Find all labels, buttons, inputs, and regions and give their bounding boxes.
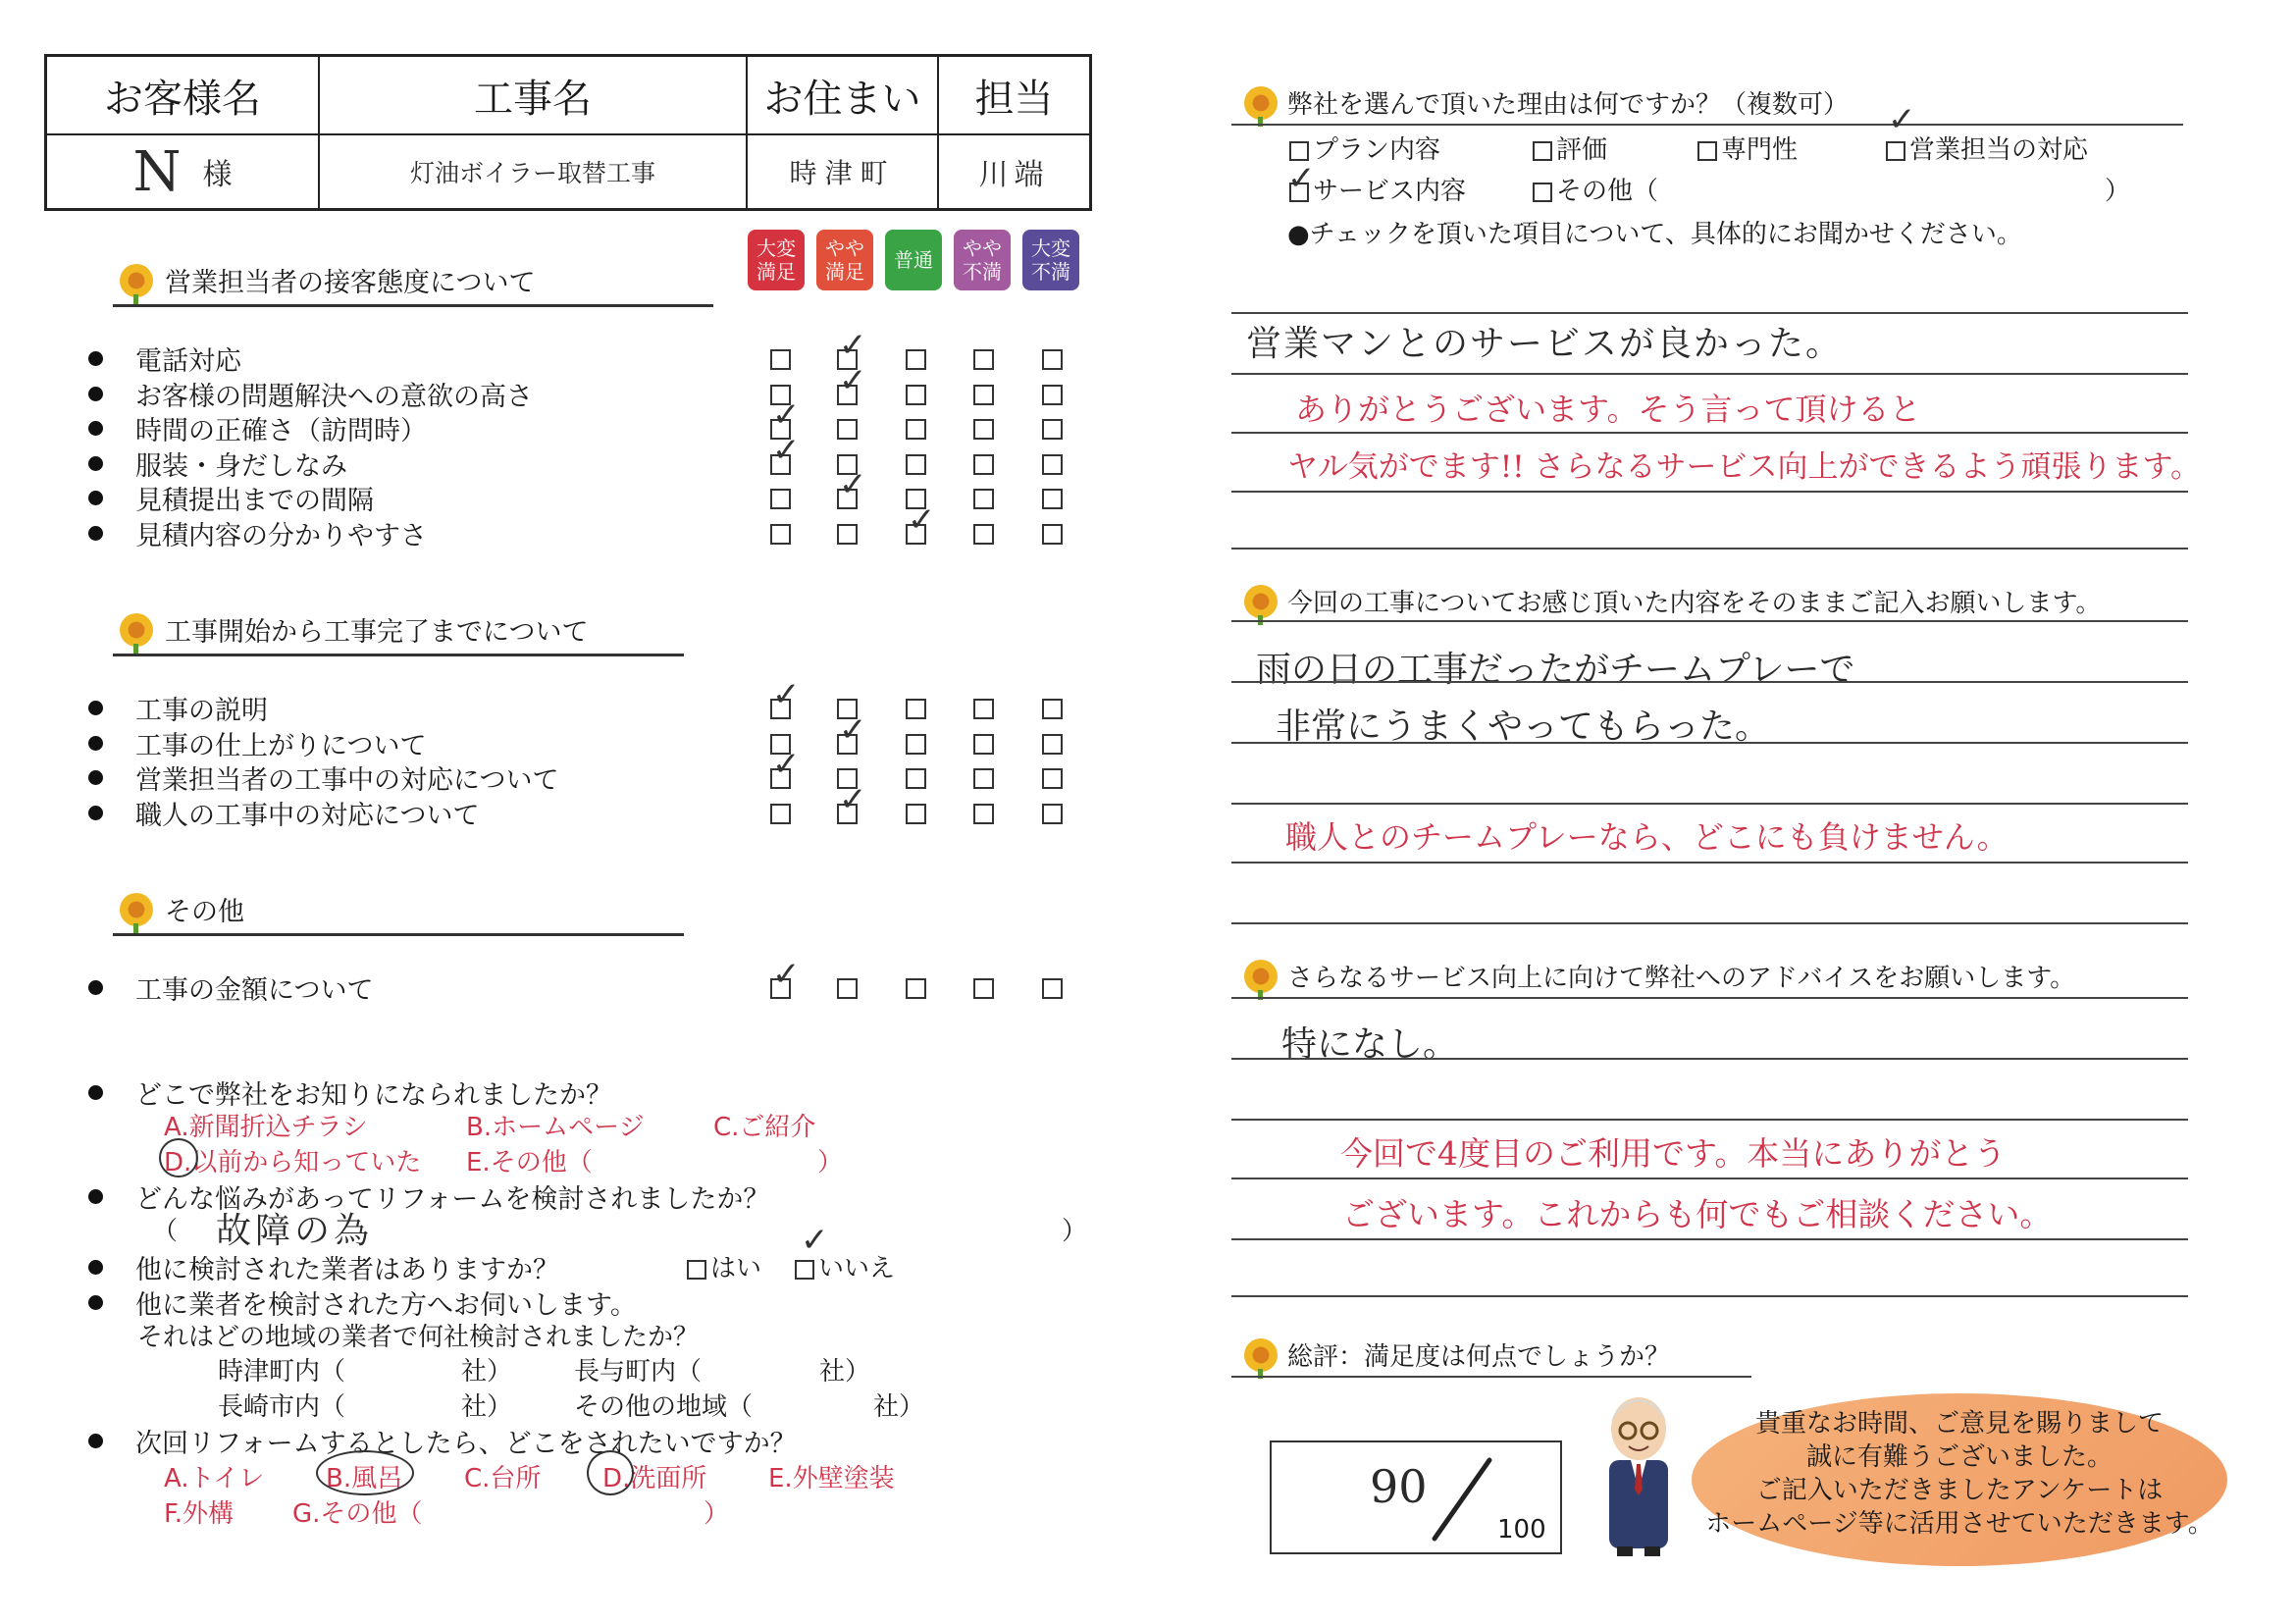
question-5 xyxy=(88,1422,797,1460)
rating-checkbox[interactable] xyxy=(770,489,791,509)
rating-checkbox[interactable] xyxy=(1042,385,1063,405)
bullet-icon xyxy=(88,701,103,715)
writing-line xyxy=(1231,1119,2188,1121)
impression-handwriting-2: 非常にうまくやってもらった。 xyxy=(1276,707,1771,747)
rating-checkbox[interactable] xyxy=(906,454,926,475)
checkbox-icon[interactable] xyxy=(795,1260,814,1280)
rating-checkbox[interactable] xyxy=(973,385,994,405)
reason-opt-other-close: ） xyxy=(2105,177,2131,206)
reason-opt-plan-label: プラン内容 xyxy=(1313,135,1441,165)
q5-option-d: D.洗面所 xyxy=(602,1464,707,1493)
reason-opt-review[interactable] xyxy=(1533,130,1607,166)
rating-checkbox[interactable] xyxy=(906,385,926,405)
survey-row-label: 工事の金額について xyxy=(135,975,374,1006)
rating-checkbox[interactable] xyxy=(906,699,926,719)
advice-title xyxy=(1244,958,2075,994)
survey-row xyxy=(88,689,268,727)
checkbox-icon[interactable] xyxy=(1533,141,1552,161)
slash-icon xyxy=(1429,1454,1497,1544)
writing-line xyxy=(1231,491,2188,493)
rating-badge-label: 満足 xyxy=(757,260,796,284)
flower-icon xyxy=(120,893,153,926)
writing-line xyxy=(1231,997,2188,999)
score-box xyxy=(1270,1440,1562,1554)
rating-badge-label: やや xyxy=(963,236,1002,260)
survey-row xyxy=(88,445,347,483)
survey-row xyxy=(88,969,373,1007)
check-mark-icon: ✓ xyxy=(772,430,801,470)
writing-line xyxy=(1231,681,2188,683)
rating-checkbox[interactable] xyxy=(906,768,926,789)
header-work-label: 工事名 xyxy=(320,57,748,133)
rating-checkbox[interactable] xyxy=(1042,804,1063,824)
flower-icon xyxy=(120,264,153,297)
q5-option-f: F.外構 xyxy=(164,1499,235,1529)
q1-option-c: C.ご紹介 xyxy=(713,1113,816,1142)
reason-reply-1: ありがとうございます。そう言って頂けると xyxy=(1295,391,1921,428)
residence-value: 時津町 xyxy=(748,135,939,208)
question-5-text: 次回リフォームするとしたら、どこをされたいですか？ xyxy=(135,1429,797,1459)
bullet-icon xyxy=(88,1295,103,1310)
survey-row xyxy=(88,724,426,762)
checkbox-icon[interactable] xyxy=(1886,141,1905,161)
q5-option-a: A.トイレ xyxy=(164,1464,265,1493)
q4-area-c: 長崎市内（ xyxy=(218,1392,346,1422)
q4-area-c-unit: 社） xyxy=(461,1392,513,1422)
checkbox-icon[interactable] xyxy=(1289,141,1309,161)
survey-row-label: 見積提出までの間隔 xyxy=(135,486,374,516)
rating-checkbox[interactable] xyxy=(906,734,926,755)
thanks-line-2: 誠に有難うございました。 xyxy=(1805,1442,2113,1472)
flower-icon xyxy=(1244,86,1278,120)
bullet-icon xyxy=(88,491,103,505)
work-name-value: 灯油ボイラー取替工事 xyxy=(320,135,748,208)
check-mark-icon: ✓ xyxy=(772,395,801,435)
rating-badge xyxy=(1022,230,1079,290)
advice-reply-2: ございます。これからも何でもご相談ください。 xyxy=(1342,1195,2053,1233)
advice-title-text: さらなるサービス向上に向けて弊社へのアドバイスをお願いします。 xyxy=(1287,964,2076,993)
question-2-text: どんな悩みがあってリフォームを検討されましたか？ xyxy=(135,1184,770,1215)
staff-value: 川端 xyxy=(978,158,1050,192)
reason-opt-other[interactable] xyxy=(1533,171,1658,207)
survey-row xyxy=(88,340,241,378)
bullet-icon xyxy=(88,770,103,785)
survey-row xyxy=(88,514,427,552)
answer-circle xyxy=(587,1450,634,1495)
rating-badge-label: やや xyxy=(825,236,864,260)
rating-checkbox[interactable] xyxy=(973,804,994,824)
header-customer-value xyxy=(47,135,320,208)
reason-opt-expertise-label: 専門性 xyxy=(1721,135,1799,165)
q4-area-b-unit: 社） xyxy=(819,1357,871,1387)
rating-checkbox[interactable] xyxy=(973,699,994,719)
rating-checkbox[interactable] xyxy=(1042,524,1063,545)
q3-no-label: いいえ xyxy=(818,1254,896,1283)
detail-prompt: ●チェックを頂いた項目について、具体的にお聞かせください。 xyxy=(1287,220,2022,249)
rating-checkbox[interactable] xyxy=(770,524,791,545)
writing-line xyxy=(1231,373,2188,375)
thanks-line-3: ご記入いただきましたアンケートは xyxy=(1755,1476,2164,1505)
rating-badge-label: 不満 xyxy=(963,260,1002,284)
survey-row xyxy=(88,759,558,797)
q5-option-e: E.外壁塗装 xyxy=(768,1464,895,1493)
reason-reply-2: ヤル気がでます!! さらなるサービス向上ができるよう頑張ります。 xyxy=(1287,449,2201,485)
survey-row-label: 工事の説明 xyxy=(135,696,268,726)
q4-area-a: 時津町内（ xyxy=(218,1357,346,1387)
question-4-sub: それはどの地域の業者で何社検討されましたか？ xyxy=(137,1323,700,1352)
bullet-icon xyxy=(88,1085,103,1100)
score-max: 100 xyxy=(1497,1515,1546,1544)
reason-title-text: 弊社を選んで頂いた理由は何ですか？（複数可） xyxy=(1287,90,1850,120)
rating-checkbox[interactable] xyxy=(1042,699,1063,719)
checkbox-icon[interactable] xyxy=(1697,141,1717,161)
question-3 xyxy=(88,1248,559,1286)
rating-badge xyxy=(748,230,805,290)
rating-checkbox[interactable] xyxy=(1042,978,1063,999)
rating-checkbox[interactable] xyxy=(973,489,994,509)
section-sales-title xyxy=(120,261,535,299)
rating-badge-label: 満足 xyxy=(825,260,864,284)
header-staff-label: 担当 xyxy=(974,76,1054,122)
impression-reply: 職人とのチームプレーなら、どこにも負けません。 xyxy=(1285,818,2009,856)
checkbox-icon[interactable] xyxy=(1533,183,1552,202)
q5-option-g-close: ） xyxy=(704,1499,730,1529)
rating-checkbox[interactable] xyxy=(973,454,994,475)
survey-row xyxy=(88,375,533,413)
reason-opt-expertise[interactable] xyxy=(1697,130,1798,166)
header-table xyxy=(44,54,1092,211)
reason-opt-service-label: サービス内容 xyxy=(1313,177,1467,206)
writing-line xyxy=(1231,1178,2188,1179)
answer-circle xyxy=(316,1450,414,1495)
section-construction-title-text: 工事開始から工事完了までについて xyxy=(165,617,589,648)
q3-yes-option[interactable] xyxy=(687,1248,761,1284)
flower-icon xyxy=(120,613,153,647)
rating-checkbox[interactable] xyxy=(1042,768,1063,789)
q5-option-c: C.台所 xyxy=(464,1464,542,1493)
reason-handwriting: 営業マンとのサービスが良かった。 xyxy=(1246,324,1844,364)
writing-line xyxy=(1231,1238,2188,1240)
mascot-icon xyxy=(1590,1382,1688,1558)
rating-checkbox[interactable] xyxy=(1042,489,1063,509)
reason-opt-sales[interactable] xyxy=(1886,130,2088,166)
impression-handwriting-1: 雨の日の工事だったがチームプレーで xyxy=(1256,650,1855,690)
writing-line xyxy=(1231,1058,2188,1060)
divider xyxy=(1231,1376,1751,1378)
bullet-icon xyxy=(88,526,103,541)
q4-area-b: 長与町内（ xyxy=(574,1357,703,1387)
rating-checkbox[interactable] xyxy=(973,349,994,370)
bullet-icon xyxy=(88,980,103,995)
rating-badge-label: 不満 xyxy=(1031,260,1070,284)
bullet-icon xyxy=(88,1189,103,1204)
section-other-title xyxy=(120,890,244,928)
flower-icon xyxy=(1244,1338,1278,1372)
score-title-text: 総評：満足度は何点でしょうか？ xyxy=(1287,1342,1671,1372)
survey-row-label: お客様の問題解決への意欲の高さ xyxy=(135,381,533,412)
q4-area-d: その他の地域（ xyxy=(574,1392,754,1422)
q1-option-e: E.その他（ xyxy=(466,1148,593,1178)
check-mark-icon: ✓ xyxy=(839,709,867,750)
check-mark-icon: ✓ xyxy=(801,1221,829,1260)
survey-row-label: 見積内容の分かりやすさ xyxy=(135,520,427,551)
check-mark-icon: ✓ xyxy=(772,745,801,784)
flower-icon xyxy=(1244,960,1278,993)
rating-checkbox[interactable] xyxy=(1042,454,1063,475)
survey-row xyxy=(88,479,374,517)
thanks-bubble xyxy=(1692,1393,2227,1566)
section-sales-title-text: 営業担当者の接客態度について xyxy=(165,268,536,298)
rating-badge-label: 大変 xyxy=(1031,236,1070,260)
survey-row-label: 工事の仕上がりについて xyxy=(135,730,427,761)
check-mark-icon: ✓ xyxy=(839,779,867,819)
writing-line xyxy=(1231,1295,2188,1297)
survey-row-label: 時間の正確さ（訪問時） xyxy=(135,416,427,446)
divider xyxy=(113,933,684,936)
customer-initial: N xyxy=(132,139,182,204)
check-mark-icon: ✓ xyxy=(1287,159,1316,198)
rating-checkbox[interactable] xyxy=(1042,419,1063,440)
rating-checkbox[interactable] xyxy=(1042,734,1063,755)
divider xyxy=(113,304,713,307)
rating-badge xyxy=(954,230,1011,290)
header-residence-label: お住まい xyxy=(748,57,939,133)
q5-option-b: B.風呂 xyxy=(326,1464,403,1493)
reason-opt-service[interactable] xyxy=(1289,171,1466,207)
question-4-text: 他に業者を検討された方へお伺いします。 xyxy=(135,1290,637,1321)
rating-checkbox[interactable] xyxy=(770,349,791,370)
writing-line xyxy=(1231,312,2188,314)
q4-area-d-unit: 社） xyxy=(873,1392,925,1422)
rating-checkbox[interactable] xyxy=(770,804,791,824)
writing-line xyxy=(1231,548,2188,550)
bullet-icon xyxy=(88,1434,103,1448)
rating-badge xyxy=(885,230,942,290)
check-mark-icon: ✓ xyxy=(772,675,801,714)
bullet-icon xyxy=(88,806,103,820)
impression-title-text: 今回の工事についてお感じ頂いた内容をそのままご記入お願いします。 xyxy=(1287,589,2102,618)
bullet-icon xyxy=(88,1260,103,1275)
rating-checkbox[interactable] xyxy=(973,419,994,440)
writing-line xyxy=(1231,742,2188,744)
question-1-text: どこで弊社をお知りになられましたか？ xyxy=(135,1080,612,1111)
survey-row-label: 営業担当者の工事中の対応について xyxy=(135,765,559,796)
rating-badge xyxy=(816,230,873,290)
q1-option-b: B.ホームページ xyxy=(466,1113,645,1142)
answer-circle xyxy=(159,1138,198,1178)
rating-checkbox[interactable] xyxy=(837,978,858,999)
q2-close: ） xyxy=(1062,1217,1088,1246)
check-mark-icon: ✓ xyxy=(839,326,867,365)
bullet-icon xyxy=(88,387,103,401)
q2-open: （ xyxy=(152,1217,179,1246)
bullet-icon xyxy=(88,456,103,471)
survey-row xyxy=(88,409,427,447)
bullet-icon xyxy=(88,351,103,366)
bullet-icon xyxy=(88,736,103,751)
impression-title xyxy=(1244,583,2101,619)
rating-checkbox[interactable] xyxy=(837,419,858,440)
reason-opt-review-label: 評価 xyxy=(1556,135,1608,165)
customer-suffix: 様 xyxy=(202,158,233,192)
check-mark-icon: ✓ xyxy=(1888,100,1916,139)
rating-checkbox[interactable] xyxy=(906,804,926,824)
reason-title xyxy=(1244,84,1849,121)
q2-answer: 故障の為 xyxy=(216,1211,374,1251)
divider xyxy=(113,654,684,656)
writing-line xyxy=(1231,922,2188,924)
writing-line xyxy=(1231,432,2188,434)
rating-checkbox[interactable] xyxy=(906,978,926,999)
q5-option-g: G.その他（ xyxy=(292,1499,423,1529)
survey-row xyxy=(88,794,479,832)
thanks-line-4: ホームページ等に活用させていただきます。 xyxy=(1705,1509,2214,1539)
rating-checkbox[interactable] xyxy=(1042,349,1063,370)
q4-area-a-unit: 社） xyxy=(461,1357,513,1387)
q1-option-e-close: ） xyxy=(817,1148,844,1178)
rating-checkbox[interactable] xyxy=(973,768,994,789)
check-mark-icon: ✓ xyxy=(839,465,867,504)
rating-checkbox[interactable] xyxy=(906,349,926,370)
q1-option-d: D.以前から知っていた xyxy=(164,1148,422,1178)
writing-line xyxy=(1231,862,2188,864)
flower-icon xyxy=(1244,585,1278,618)
check-mark-icon: ✓ xyxy=(908,499,936,540)
check-mark-icon: ✓ xyxy=(839,360,867,400)
survey-row-label: 電話対応 xyxy=(135,346,241,377)
rating-checkbox[interactable] xyxy=(973,524,994,545)
section-other-title-text: その他 xyxy=(165,897,244,927)
survey-row-label: 職人の工事中の対応について xyxy=(135,800,480,831)
score-title xyxy=(1244,1336,1670,1373)
divider xyxy=(1231,124,2183,126)
rating-badge-label: 普通 xyxy=(894,248,933,272)
section-construction-title xyxy=(120,610,588,649)
survey-row-label: 服装・身だしなみ xyxy=(135,450,347,482)
writing-line xyxy=(1231,803,2188,805)
question-3-text: 他に検討された業者はありますか？ xyxy=(135,1255,559,1285)
score-value: 90 xyxy=(1370,1460,1428,1513)
bullet-icon xyxy=(88,421,103,436)
writing-line xyxy=(1231,620,2188,622)
checkbox-icon[interactable] xyxy=(687,1260,706,1280)
q3-yes-label: はい xyxy=(710,1254,762,1283)
rating-checkbox[interactable] xyxy=(973,734,994,755)
reason-opt-sales-label: 営業担当の対応 xyxy=(1909,135,2089,165)
q1-option-a: A.新聞折込チラシ xyxy=(164,1113,368,1142)
rating-checkbox[interactable] xyxy=(906,419,926,440)
rating-badge-label: 大変 xyxy=(757,236,796,260)
rating-checkbox[interactable] xyxy=(973,978,994,999)
reason-opt-other-label: その他（ xyxy=(1556,177,1659,206)
rating-checkbox[interactable] xyxy=(837,524,858,545)
advice-reply-1: 今回で4度目のご利用です。本当にありがとう xyxy=(1340,1134,2007,1173)
header-customer-label: お客様名 xyxy=(47,57,320,133)
check-mark-icon: ✓ xyxy=(772,955,801,994)
advice-handwriting: 特になし。 xyxy=(1281,1024,1459,1065)
question-2 xyxy=(88,1178,769,1216)
thanks-line-1: 貴重なお時間、ご意見を賜りまして xyxy=(1754,1409,2164,1439)
